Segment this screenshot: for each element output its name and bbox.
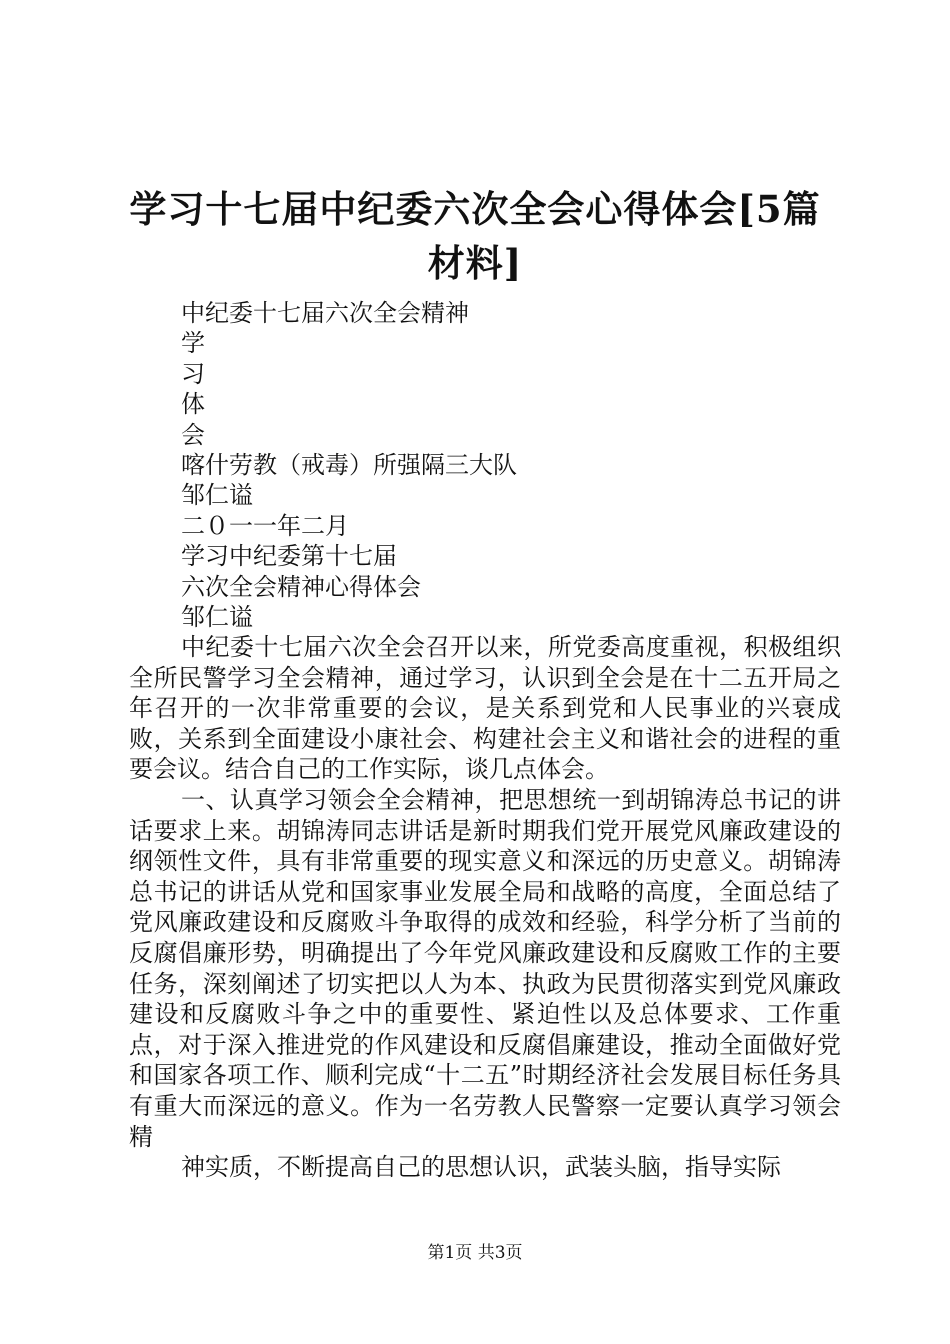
meta-line: 习 — [181, 359, 205, 388]
body-paragraph: 中纪委十七届六次全会召开以来，所党委高度重视，积极组织全所民警学习全会精神，通过学习，认识到全会是在十二五开局之年召开的一次非常重要的会议，是关系到党和人民事业的兴衰成败，关系到全面建设小康社会、构建社会主义和谐社会的进程的重要会议。结合自己的工作实际，谈几点体会。 — [129, 633, 841, 784]
meta-line: 邹仁谥 — [181, 602, 253, 631]
meta-line: 会 — [181, 420, 205, 449]
meta-line: 六次全会精神心得体会 — [181, 572, 421, 601]
meta-line: 喀什劳教（戒毒）所强隔三大队 — [181, 450, 517, 479]
meta-line: 学 — [181, 329, 205, 358]
meta-line: 邹仁谥 — [181, 481, 253, 510]
meta-line: 中纪委十七届六次全会精神 — [181, 299, 469, 327]
document-meta-block — [181, 298, 801, 632]
meta-line: 体 — [181, 390, 205, 419]
body-paragraph: 神实质，不断提高自己的思想认识，武装头脑，指导实际 — [181, 1153, 781, 1182]
document-body — [129, 632, 841, 1183]
body-paragraph: 一、认真学习领会全会精神，把思想统一到胡锦涛总书记的讲话要求上来。胡锦涛同志讲话是新时期我们党开展党风廉政建设的纲领性文件，具有非常重要的现实意义和深远的历史意义。胡锦涛总书记的讲话从党和国家事业发展全局和战略的高度，全面总结了党风廉政建设和反腐败斗争取得的成效和经验，科学分析了当前的反腐倡廉形势，明确提出了今年党风廉政建设和反腐败工作的主要任务，深刻阐述了切实把以人为本、执政为民贯彻落实到党风廉政建设和反腐败斗争之中的重要性、紧迫性以及总体要求、工作重点，对于深入推进党的作风建设和反腐倡廉建设，推动全面做好党和国家各项工作、顺利完成“十二五”时期经济社会发展目标任务具有重大而深远的意义。作为一名劳教人民警察一定要认真学习领会精 — [129, 785, 841, 1151]
document-title: 学习十七届中纪委六次全会心得体会[5篇材料] — [129, 187, 821, 285]
meta-line: 学习中纪委第十七届 — [181, 542, 397, 571]
page-number-footer: 第1页 共3页 — [427, 1243, 523, 1263]
meta-line: 二０一一年二月 — [181, 511, 349, 540]
